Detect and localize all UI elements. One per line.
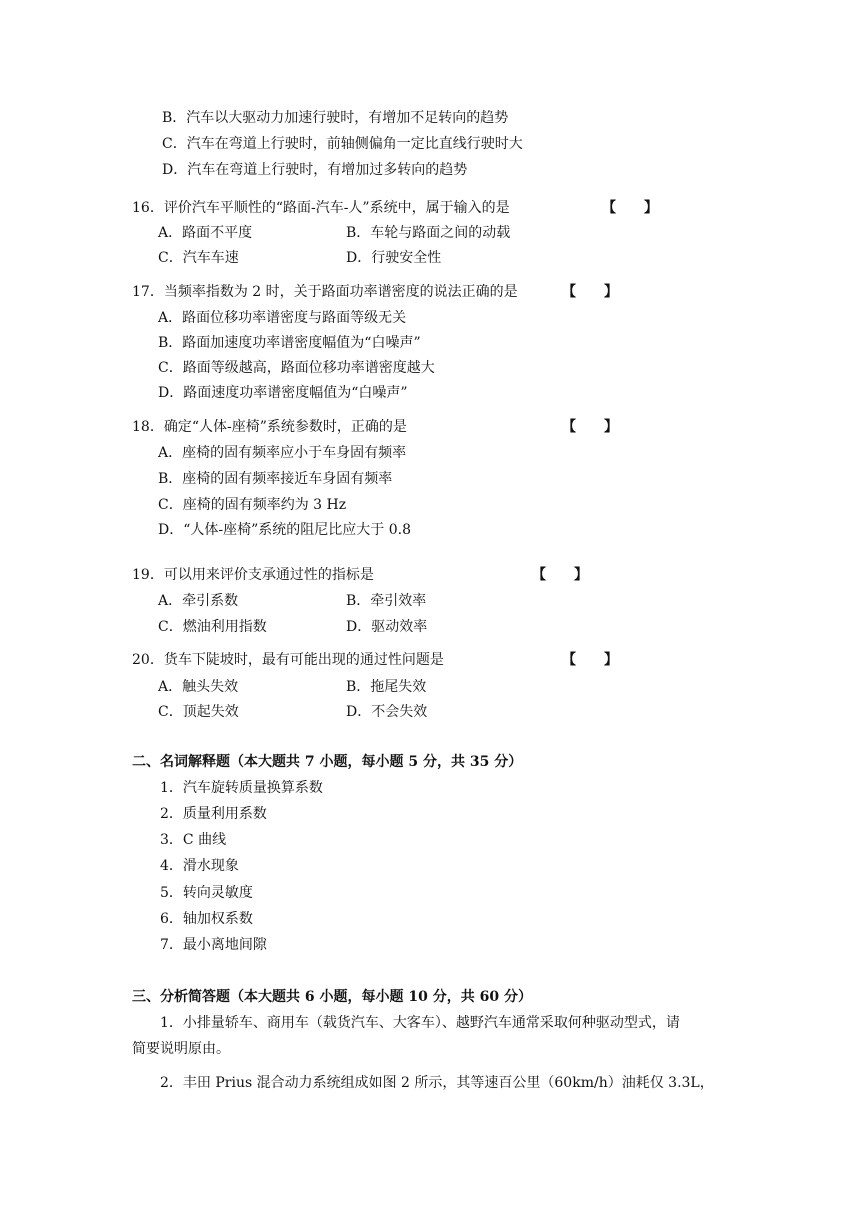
q18-option-d: D．“人体-座椅”系统的阻尼比应大于 0.8 [158,522,411,538]
q17-answer-bracket: 【 】 [562,284,618,300]
q19-option-a: A．牵引系数 [158,593,239,609]
q15-option-c: C．汽车在弯道上行驶时，前轴侧偏角一定比直线行驶时大 [162,136,523,152]
q19-option-d: D．驱动效率 [346,619,428,635]
q17-stem: 17．当频率指数为 2 时，关于路面功率谱密度的说法正确的是 [132,284,518,300]
q20-option-a: A．触头失效 [158,679,239,695]
section2-item-2: 2．质量利用系数 [160,806,267,822]
q16-stem: 16．评价汽车平顺性的“路面-汽车-人”系统中，属于输入的是 [132,200,510,216]
q16-option-b: B．车轮与路面之间的动载 [346,225,511,241]
q19-option-b: B．牵引效率 [346,593,427,609]
section2-item-4: 4．滑水现象 [160,858,239,874]
section2-item-3: 3．C 曲线 [160,832,227,848]
q18-answer-bracket: 【 】 [562,419,618,435]
q17-option-d: D．路面速度功率谱密度幅值为“白噪声” [158,385,408,401]
q15-option-d: D．汽车在弯道上行驶时，有增加过多转向的趋势 [162,162,468,178]
q15-option-b: B．汽车以大驱动力加速行驶时，有增加不足转向的趋势 [162,110,509,126]
q18-stem: 18．确定“人体-座椅”系统参数时，正确的是 [132,419,407,435]
q20-option-b: B．拖尾失效 [346,679,427,695]
q17-option-c: C．路面等级越高，路面位移功率谱密度越大 [158,360,435,376]
q20-option-c: C．顶起失效 [158,704,239,720]
q20-answer-bracket: 【 】 [562,652,618,668]
q20-stem: 20．货车下陡坡时，最有可能出现的通过性问题是 [132,652,444,668]
q17-option-b: B．路面加速度功率谱密度幅值为“白噪声” [158,335,421,351]
section3-heading: 三、分析简答题（本大题共 6 小题，每小题 10 分，共 60 分） [132,989,532,1005]
q16-option-c: C．汽车车速 [158,250,239,266]
section3-q2-line1: 2．丰田 Prius 混合动力系统组成如图 2 所示，其等速百公里（60km/h）油耗仅 3.3L， [160,1075,714,1091]
section2-item-7: 7．最小离地间隙 [160,937,267,953]
q16-option-a: A．路面不平度 [158,225,253,241]
section2-item-6: 6．轴加权系数 [160,911,253,927]
section2-item-5: 5．转向灵敏度 [160,885,253,901]
q18-option-c: C．座椅的固有频率约为 3 Hz [158,497,347,513]
q16-option-d: D．行驶安全性 [346,250,442,266]
q18-option-b: B．座椅的固有频率接近车身固有频率 [158,471,393,487]
section2-item-1: 1．汽车旋转质量换算系数 [160,780,323,796]
q17-option-a: A．路面位移功率谱密度与路面等级无关 [158,310,407,326]
q19-stem: 19．可以用来评价支承通过性的指标是 [132,567,374,583]
q19-option-c: C．燃油利用指数 [158,619,267,635]
section2-heading: 二、名词解释题（本大题共 7 小题，每小题 5 分，共 35 分） [132,754,523,770]
section3-q1-line2: 简要说明原由。 [132,1041,230,1057]
q19-answer-bracket: 【 】 [532,567,588,583]
q20-option-d: D．不会失效 [346,704,428,720]
q18-option-a: A．座椅的固有频率应小于车身固有频率 [158,445,407,461]
q16-answer-bracket: 【 】 [602,200,658,216]
section3-q1-line1: 1．小排量轿车、商用车（载货汽车、大客车）、越野汽车通常采取何种驱动型式，请 [160,1015,680,1031]
